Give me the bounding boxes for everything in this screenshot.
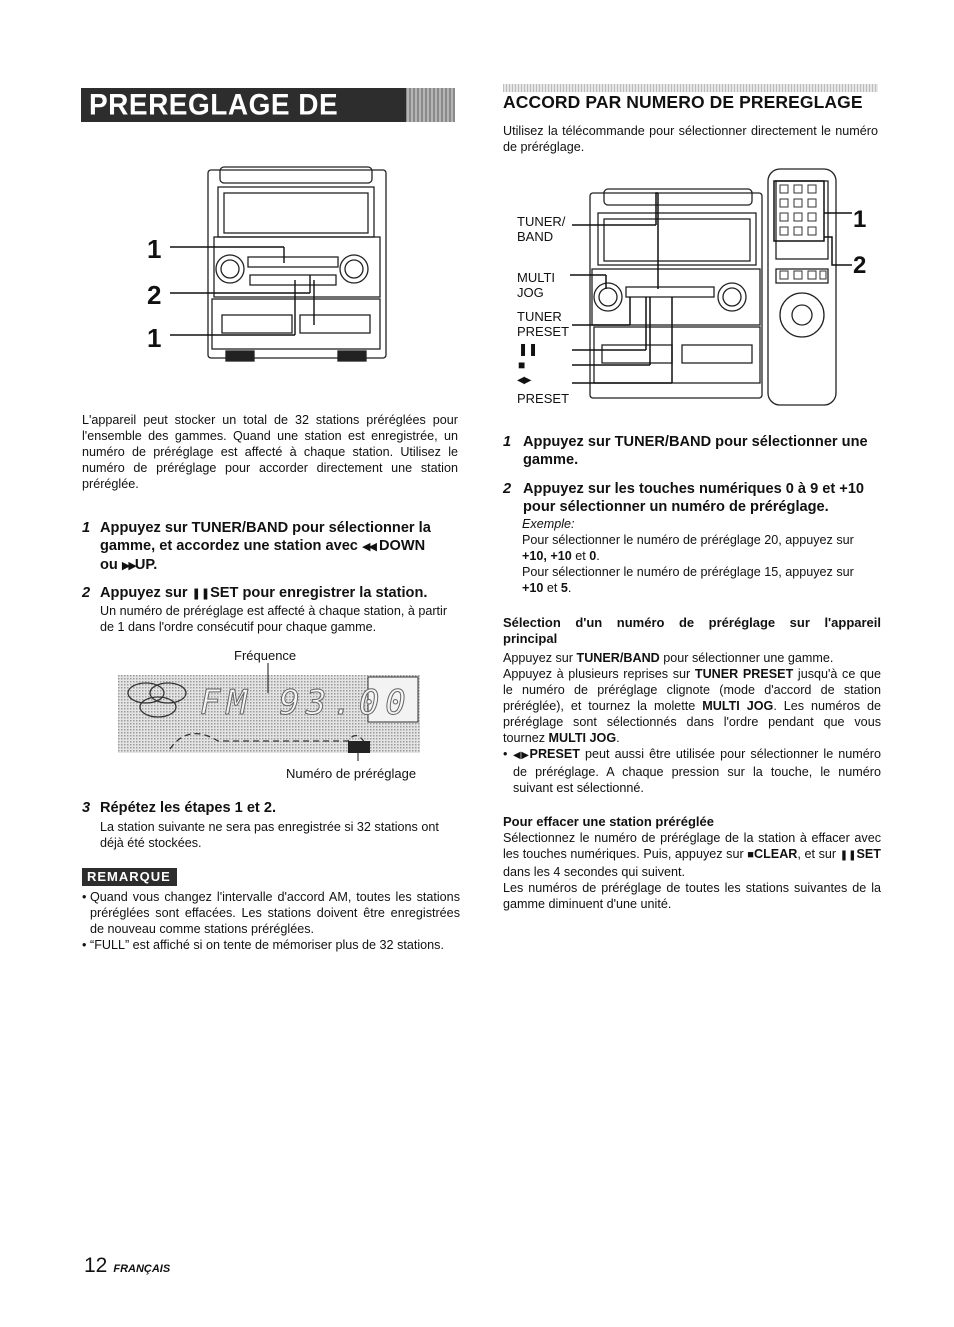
remarque-badge: REMARQUE [82, 868, 177, 886]
fig-label-tuner-band: TUNER/ BAND [517, 214, 566, 244]
stereo-remote-illustration [560, 165, 880, 415]
fig-callout-2: 2 [853, 252, 867, 279]
remarque-notes [82, 889, 460, 953]
left-step-2-body: Un numéro de préréglage est affecté à chaque station, à partir de 1 dans l'ordre consécutif pour chaque gamme. [100, 604, 448, 634]
lcd-frequency-text: FM 93.00 [200, 683, 412, 723]
page-number: 12 [84, 1254, 108, 1277]
left-step-3: 3 Répétez les étapes 1 et 2. [82, 800, 277, 816]
fig-label-pause: ❚❚ [518, 342, 539, 356]
note-item: • “FULL” est affiché si on tente de mémoriser plus de 32 stations. [82, 938, 444, 952]
effacer-heading: Pour effacer une station préréglée [503, 814, 714, 829]
right-step-2: 2 Appuyez sur les touches numériques 0 à 9 et +10 pour sélectionner un numéro de préréglage. [503, 481, 865, 515]
fig-label-multi-jog: MULTI JOG [517, 270, 556, 300]
sub-heading-appareil: Sélection d'un numéro de préréglage sur l'appareil principal [503, 615, 881, 646]
note-item: • Quand vous changez l'intervalle d'accord AM, toutes les stations préréglées sont effacées. Les stations doivent être enregistrées de nouveau comme stations préréglées. [82, 890, 460, 936]
fig-label-stop: ■ [518, 358, 526, 372]
fig-callout-1: 1 [853, 206, 867, 233]
stereo-illustration-left [140, 165, 390, 370]
section-title: PREREGLAGE DE STATIONS [89, 88, 339, 155]
left-step-2: 2 Appuyez sur ❚❚SET pour enregistrer la station. [82, 585, 428, 601]
section-title-banner [81, 88, 455, 155]
right-heading-rule [503, 84, 878, 92]
callout-1-top: 1 [147, 234, 162, 264]
right-example: Exemple: Pour sélectionner le numéro de préréglage 20, appuyez sur +10, +10 et 0. Pour sélectionner le numéro de préréglage 15, appuyez sur +10 et 5. [522, 517, 854, 595]
footer-language: FRANÇAIS [113, 1263, 171, 1275]
display-label-numero: Numéro de préréglage [286, 766, 417, 781]
fig-label-tuner-preset: TUNER PRESET [517, 309, 570, 339]
callout-2: 2 [147, 280, 162, 310]
fig-label-preset: PRESET [517, 391, 570, 406]
sub-body-appareil: Appuyez sur TUNER/BAND pour sélectionner une gamme. Appuyez à plusieurs reprises sur TUNER PRESET jusqu'à ce que le numéro de préréglage clignote (mode d'accord de station préréglée), et tournez la molette MULTI JOG. Les numéros de préréglage sont sélectionnés dans l'ordre pendant que vous tournez MULTI JOG. • ◀▶PRESET peut aussi être utilisée pour sélectionner le numéro de préréglage. A chaque pression sur la touche, le numéro suivant est sélectionné. [503, 651, 882, 795]
effacer-body: Sélectionnez le numéro de préréglage de la station à effacer avec les touches numériques. Puis, appuyez sur ■CLEAR, et sur ❚❚SET dans les 4 secondes qui suivent. Les numéros de préréglage de toutes les stations suivantes de la gamme diminuent d'une unité. [503, 831, 881, 911]
left-step-3-body: La station suivante ne sera pas enregistrée si 32 stations ont déjà été stockées. [100, 820, 439, 850]
right-intro: Utilisez la télécommande pour sélectionner directement le numéro de préréglage. [503, 124, 878, 154]
callout-1-bottom: 1 [147, 323, 162, 353]
left-step-1: 1 Appuyez sur TUNER/BAND pour sélectionner la gamme, et accordez une station avec ◀◀ DOWN ou ▶▶UP. [82, 520, 431, 573]
right-step-1: 1 Appuyez sur TUNER/BAND pour sélectionner une gamme. [503, 434, 868, 468]
page-footer [84, 1254, 170, 1278]
right-heading: ACCORD PAR NUMERO DE PREREGLAGE [503, 92, 863, 112]
left-intro: L'appareil peut stocker un total de 32 stations préréglées pour l'ensemble des gammes. Quand une station est enregistrée, un numéro de préréglage est affecté à chaque station. Utilisez le numéro de préréglage pour accorder directement une station préréglée. [82, 413, 458, 491]
fig-label-preset-symbol: ◀▶ [517, 375, 531, 386]
display-label-frequence: Fréquence [234, 648, 297, 663]
